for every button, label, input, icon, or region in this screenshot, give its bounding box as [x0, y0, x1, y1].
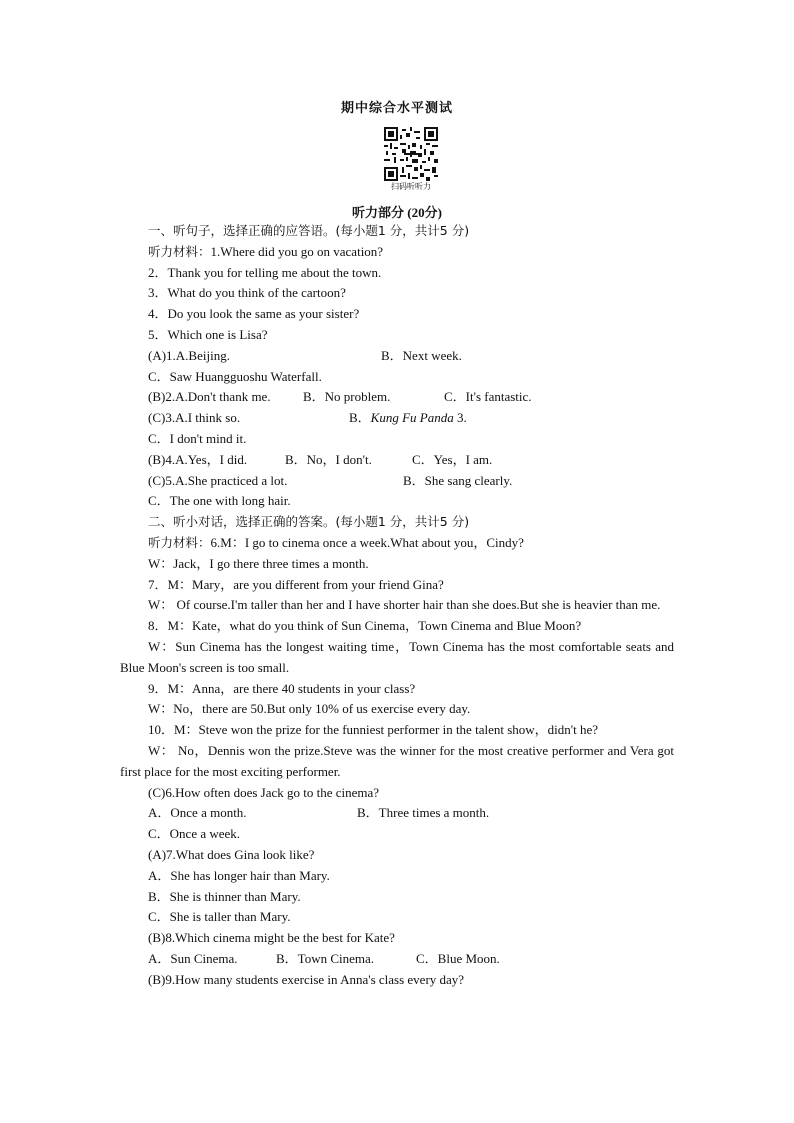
q3-option-a: (C)3.A.I think so. — [148, 410, 241, 426]
q4-options — [120, 450, 674, 471]
q3-option-b: B．Kung Fu Panda 3. — [349, 410, 467, 426]
q6-options — [120, 803, 674, 824]
q7-option-b: B．She is thinner than Mary. — [148, 888, 301, 904]
dialog-8-man: 8．M：Kate，what do you think of Sun Cinema，Town Cinema and Blue Moon? — [148, 618, 582, 634]
q4-option-a: (B)4.A.Yes，I did. — [148, 451, 248, 467]
part1-material-3: 3．What do you think of the cartoon? — [148, 285, 346, 301]
dialog-7-man: 7．M：Mary，are you different from your friend Gina? — [148, 576, 444, 592]
q1-option-b: B．Next week. — [381, 347, 462, 363]
part1-material-2: 2．Thank you for telling me about the town. — [148, 264, 382, 280]
q8-option-b: B．Town Cinema. — [276, 950, 375, 966]
q2-options — [120, 387, 674, 408]
q1-option-c: C．Saw Huangguoshu Waterfall. — [148, 368, 322, 384]
q5-option-c: C．The one with long hair. — [148, 493, 291, 509]
q3-option-c: C．I don't mind it. — [148, 430, 247, 446]
q4-option-b: B．No，I don't. — [285, 451, 372, 467]
dialog-9-man: 9．M：Anna，are there 40 students in your class? — [148, 680, 416, 696]
dialog-10-man: 10．M：Steve won the prize for the funniest performer in the talent show，didn't he? — [148, 722, 599, 738]
q4-option-c: C．Yes，I am. — [412, 451, 493, 467]
dialog-7-woman: W： Of course.I'm taller than her and I have shorter hair than she does.But she is heavier than me. — [148, 597, 661, 613]
part2-heading: 二、听小对话，选择正确的答案。(每小题1 分，共计5 分) — [148, 514, 470, 530]
q3-options — [120, 408, 674, 429]
q1-options — [120, 346, 674, 367]
dialog-6-woman: W：Jack，I go there three times a month. — [148, 555, 369, 571]
page-title: 期中综合水平测试 — [340, 100, 453, 115]
part1-heading: 一、听句子，选择正确的应答语。(每小题1 分，共计5 分) — [148, 223, 470, 238]
dialog-8-woman: W：Sun Cinema has the longest waiting time，Town Cinema has the most comfortable seats and Blue Moon's screen is too small. — [120, 638, 674, 675]
q2-option-b: B．No problem. — [303, 389, 391, 405]
q8-option-c: C．Blue Moon. — [416, 950, 500, 966]
part1-material-4: 4．Do you look the same as your sister? — [148, 306, 360, 322]
q5-options — [120, 471, 674, 492]
q6-option-b: B．Three times a month. — [357, 805, 490, 821]
dialog-9-woman: W：No，there are 50.But only 10% of us exercise every day. — [148, 701, 471, 717]
dialog-6-man: 听力材料：6.M：I go to cinema once a week.What about you，Cindy? — [148, 534, 524, 550]
q2-option-a: (B)2.A.Don't thank me. — [148, 389, 271, 405]
q7-question: (A)7.What does Gina look like? — [148, 846, 315, 862]
q5-option-a: (C)5.A.She practiced a lot. — [148, 472, 288, 488]
q5-option-b: B．She sang clearly. — [403, 472, 513, 488]
qr-code[interactable] — [384, 127, 438, 181]
qr-caption: 扫码听听力 — [391, 182, 431, 191]
exam-content — [120, 221, 674, 990]
q7-option-a: A．She has longer hair than Mary. — [148, 867, 330, 883]
q7-option-c: C．She is taller than Mary. — [148, 909, 291, 925]
q1-option-a: (A)1.A.Beijing. — [148, 347, 230, 363]
q6-option-c: C．Once a week. — [148, 826, 241, 842]
q2-option-c: C．It's fantastic. — [444, 389, 532, 405]
part1-material-5: 5．Which one is Lisa? — [148, 326, 268, 342]
q9-question: (B)9.How many students exercise in Anna's class every day? — [148, 971, 465, 987]
part1-material-1: 听力材料：1.Where did you go on vacation? — [148, 243, 384, 259]
q8-option-a: A．Sun Cinema. — [148, 950, 238, 966]
q6-question: (C)6.How often does Jack go to the cinema? — [148, 784, 380, 800]
section-heading: 听力部分 (20分) — [352, 205, 442, 220]
q8-question: (B)8.Which cinema might be the best for Kate? — [148, 930, 395, 946]
dialog-10-woman: W： No，Dennis won the prize.Steve was the winner for the most creative performer and Vera got first place for the most exciting performer. — [120, 742, 674, 779]
q6-option-a: A．Once a month. — [148, 805, 247, 821]
q8-options — [120, 949, 674, 970]
